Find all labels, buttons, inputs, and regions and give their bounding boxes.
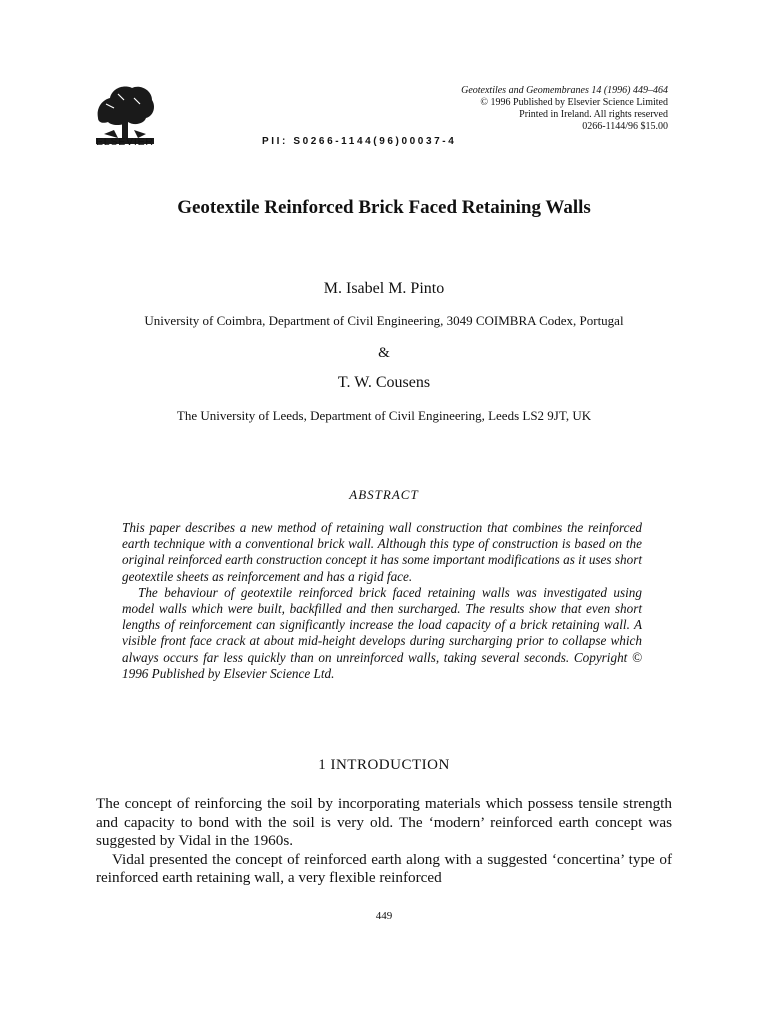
page-number: 449: [375, 910, 393, 922]
author-separator: &: [378, 345, 390, 361]
body-paragraph: Vidal presented the concept of reinforced earth along with a suggested ‘concertina’ type of reinforced earth retaining wall, a very flexible reinforced: [96, 850, 672, 887]
abstract-paragraph: This paper describes a new method of retaining wall construction that combines the reinforced earth technique with a conventional brick wall. Although this type of construction is based on the original reinforced earth construction concept it has some important modifications as it uses short geotextile sheets as reinforcement and has a rigid face.: [122, 520, 642, 584]
printed-line: Printed in Ireland. All rights reserved: [519, 109, 668, 120]
abstract-heading: ABSTRACT: [349, 487, 419, 502]
abstract-paragraph: The behaviour of geotextile reinforced brick faced retaining walls was investigated using model walls which were built, backfilled and then surcharged. The results show that even short lengths of reinforcement can significantly increase the load capacity of a brick retaining wall. A visible front face crack at about mid-height develops during surcharging prior to collapse which always occurs far less quickly than on unreinforced walls, taking several seconds. Copyright © 1996 Published by Elsevier Science Ltd.: [122, 584, 642, 681]
abstract-body: [122, 520, 642, 682]
paper-title: Geotextile Reinforced Brick Faced Retaining Walls: [177, 197, 591, 218]
pii-code: PII: S0266-1144(96)00037-4: [262, 136, 457, 147]
author-name: T. W. Cousens: [337, 374, 431, 391]
publisher-name: ELSEVIER: [96, 136, 154, 148]
section-heading: 1 INTRODUCTION: [318, 757, 450, 773]
journal-line: Geotextiles and Geomembranes 14 (1996) 449–464: [461, 85, 668, 96]
issn-line: 0266-1144/96 $15.00: [582, 121, 668, 132]
author-name: M. Isabel M. Pinto: [323, 280, 445, 297]
body-paragraph: The concept of reinforcing the soil by incorporating materials which possess tensile strength and capacity to bond with the soil is very old. The ‘modern’ reinforced earth concept was suggested by Vidal in the 1960s.: [96, 795, 672, 850]
author-affiliation: University of Coimbra, Department of Civil Engineering, 3049 COIMBRA Codex, Portugal: [144, 313, 624, 328]
introduction-body: [96, 795, 672, 888]
journal-citation-block: [461, 85, 668, 133]
copyright-line: © 1996 Published by Elsevier Science Limited: [480, 97, 668, 108]
author-affiliation: The University of Leeds, Department of Civil Engineering, Leeds LS2 9JT, UK: [176, 408, 592, 423]
